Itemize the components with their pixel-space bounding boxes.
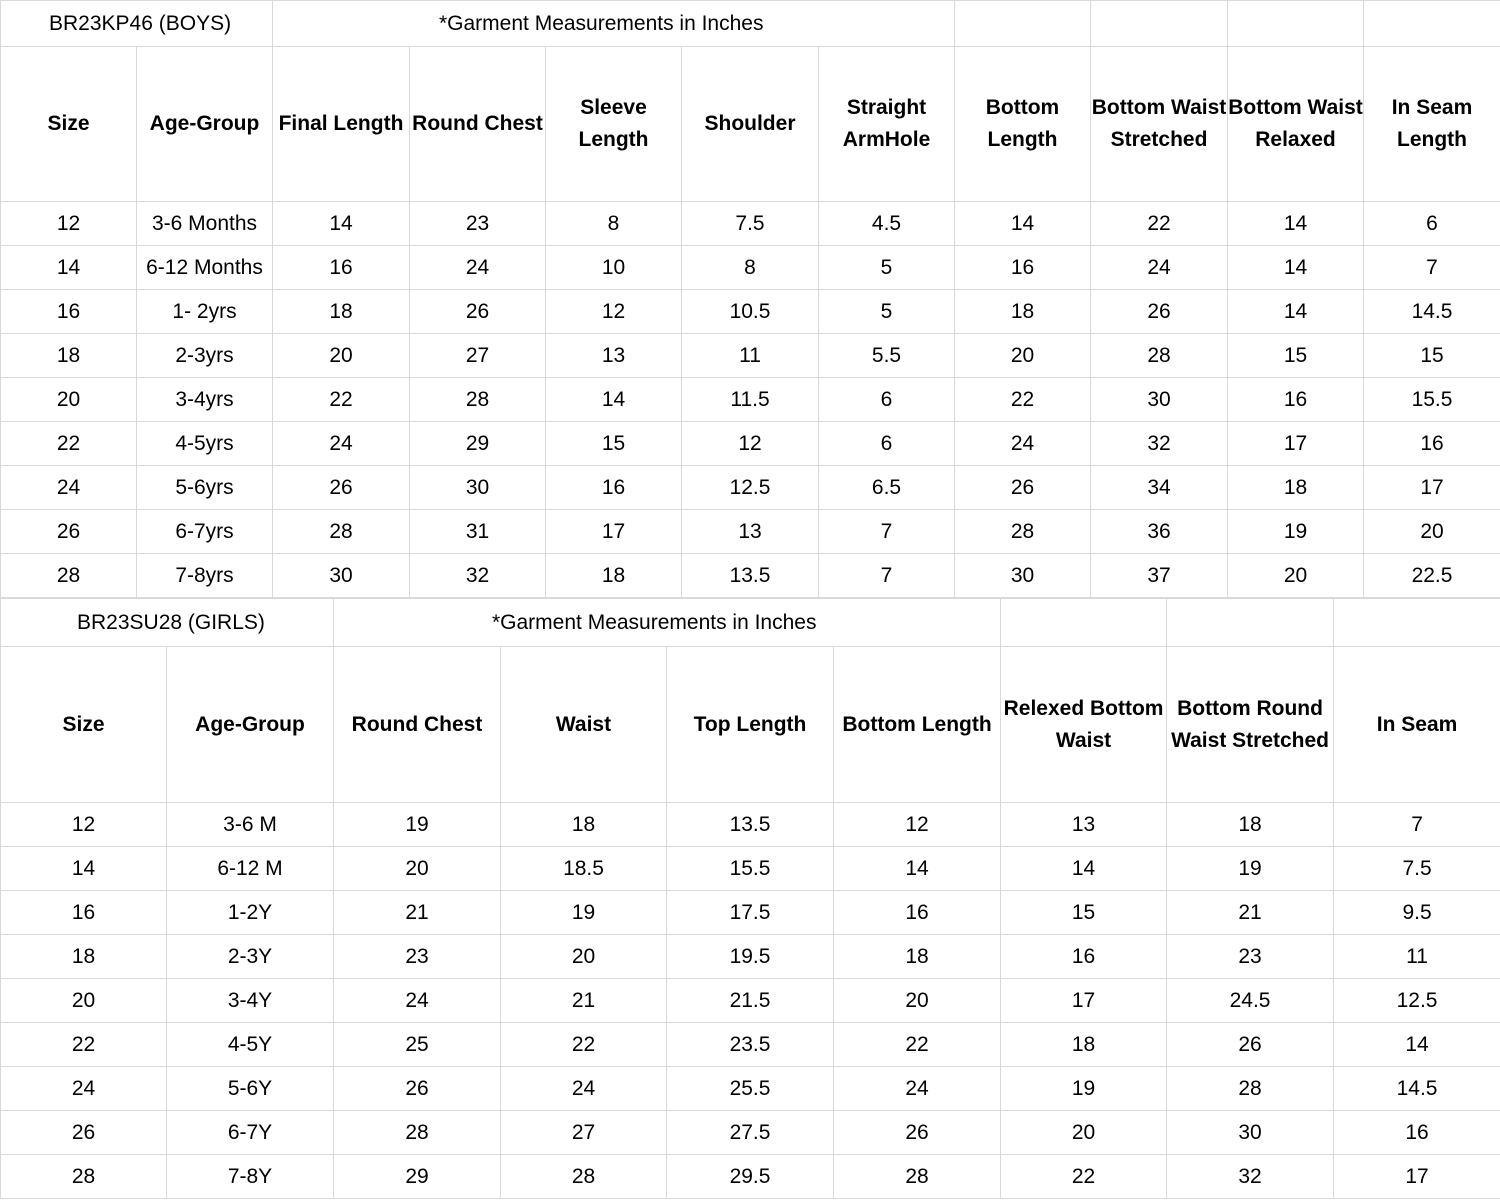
table-cell: 18 bbox=[834, 935, 1001, 979]
girls-style-code: BR23SU28 (GIRLS) bbox=[1, 599, 334, 647]
table-cell: 20 bbox=[501, 935, 667, 979]
table-cell: 6-7yrs bbox=[137, 510, 273, 554]
table-cell: 4-5yrs bbox=[137, 422, 273, 466]
column-header: Bottom Round Waist Stretched bbox=[1167, 647, 1334, 803]
table-cell: 19 bbox=[501, 891, 667, 935]
table-cell: 6-7Y bbox=[167, 1111, 334, 1155]
table-cell: 12.5 bbox=[1334, 979, 1500, 1023]
girls-size-chart-table bbox=[0, 598, 1500, 1199]
table-cell: 1- 2yrs bbox=[137, 290, 273, 334]
table-cell: 3-4Y bbox=[167, 979, 334, 1023]
table-cell: 31 bbox=[410, 510, 546, 554]
table-cell: 17 bbox=[1364, 466, 1500, 510]
table-cell: 7-8yrs bbox=[137, 554, 273, 598]
table-cell: 6.5 bbox=[819, 466, 955, 510]
table-cell: 12 bbox=[1, 202, 137, 246]
girls-table-body bbox=[1, 803, 1500, 1199]
table-cell: 18 bbox=[955, 290, 1091, 334]
table-cell: 23.5 bbox=[667, 1023, 834, 1067]
column-header: In Seam bbox=[1334, 647, 1500, 803]
table-cell: 13 bbox=[546, 334, 682, 378]
table-cell: 8 bbox=[546, 202, 682, 246]
table-cell: 28 bbox=[334, 1111, 501, 1155]
table-cell: 18.5 bbox=[501, 847, 667, 891]
table-cell: 16 bbox=[1, 891, 167, 935]
table-cell: 13 bbox=[682, 510, 819, 554]
table-cell: 1-2Y bbox=[167, 891, 334, 935]
table-cell: 11 bbox=[1334, 935, 1500, 979]
table-cell: 30 bbox=[410, 466, 546, 510]
table-cell: 30 bbox=[1167, 1111, 1334, 1155]
table-cell: 28 bbox=[955, 510, 1091, 554]
table-cell: 9.5 bbox=[1334, 891, 1500, 935]
table-cell: 28 bbox=[1, 1155, 167, 1199]
table-cell: 12 bbox=[682, 422, 819, 466]
table-cell: 14 bbox=[834, 847, 1001, 891]
table-cell: 16 bbox=[546, 466, 682, 510]
table-cell: 28 bbox=[1167, 1067, 1334, 1111]
table-row bbox=[1, 847, 1500, 891]
column-header: Bottom Waist Relaxed bbox=[1228, 47, 1364, 202]
table-row bbox=[1, 554, 1500, 598]
table-cell: 17 bbox=[1228, 422, 1364, 466]
table-cell: 7 bbox=[1334, 803, 1500, 847]
table-cell: 22 bbox=[834, 1023, 1001, 1067]
table-cell: 20 bbox=[834, 979, 1001, 1023]
table-row bbox=[1, 891, 1500, 935]
table-cell: 6 bbox=[819, 422, 955, 466]
table-cell: 17.5 bbox=[667, 891, 834, 935]
boys-table-body bbox=[1, 202, 1500, 598]
table-row bbox=[1, 466, 1500, 510]
table-cell: 15 bbox=[546, 422, 682, 466]
table-cell: 20 bbox=[1001, 1111, 1167, 1155]
table-cell: 30 bbox=[273, 554, 410, 598]
table-cell: 23 bbox=[1167, 935, 1334, 979]
table-cell: 22 bbox=[1, 1023, 167, 1067]
column-header: Bottom Waist Stretched bbox=[1091, 47, 1228, 202]
table-cell: 28 bbox=[1091, 334, 1228, 378]
table-cell: 6-12 M bbox=[167, 847, 334, 891]
table-cell: 16 bbox=[834, 891, 1001, 935]
table-cell: 28 bbox=[834, 1155, 1001, 1199]
table-cell: 18 bbox=[546, 554, 682, 598]
table-cell: 14 bbox=[1228, 202, 1364, 246]
table-cell: 12.5 bbox=[682, 466, 819, 510]
table-cell: 14 bbox=[1228, 290, 1364, 334]
table-cell: 26 bbox=[955, 466, 1091, 510]
table-row bbox=[1, 935, 1500, 979]
table-cell: 20 bbox=[273, 334, 410, 378]
table-row bbox=[1, 422, 1500, 466]
table-cell: 20 bbox=[1364, 510, 1500, 554]
table-cell: 18 bbox=[273, 290, 410, 334]
table-cell: 14.5 bbox=[1334, 1067, 1500, 1111]
table-cell: 25.5 bbox=[667, 1067, 834, 1111]
table-cell: 2-3Y bbox=[167, 935, 334, 979]
table-cell: 3-6 M bbox=[167, 803, 334, 847]
table-cell: 14 bbox=[1, 246, 137, 290]
table-cell: 30 bbox=[1091, 378, 1228, 422]
column-header: Straight ArmHole bbox=[819, 47, 955, 202]
table-cell: 28 bbox=[273, 510, 410, 554]
table-cell: 27.5 bbox=[667, 1111, 834, 1155]
empty-cell bbox=[1334, 599, 1500, 647]
table-cell: 21 bbox=[1167, 891, 1334, 935]
table-cell: 6 bbox=[1364, 202, 1500, 246]
column-header: Shoulder bbox=[682, 47, 819, 202]
table-cell: 26 bbox=[410, 290, 546, 334]
boys-measurement-note-text: *Garment Measurements in Inches bbox=[439, 11, 764, 35]
table-cell: 25 bbox=[334, 1023, 501, 1067]
table-cell: 14 bbox=[955, 202, 1091, 246]
table-cell: 26 bbox=[334, 1067, 501, 1111]
table-cell: 16 bbox=[273, 246, 410, 290]
table-cell: 22 bbox=[1091, 202, 1228, 246]
boys-measurement-note bbox=[273, 1, 955, 47]
table-cell: 26 bbox=[273, 466, 410, 510]
table-cell: 27 bbox=[410, 334, 546, 378]
boys-title-row bbox=[1, 1, 1500, 47]
table-cell: 13 bbox=[1001, 803, 1167, 847]
table-cell: 13.5 bbox=[667, 803, 834, 847]
table-cell: 26 bbox=[834, 1111, 1001, 1155]
table-cell: 30 bbox=[955, 554, 1091, 598]
table-cell: 15 bbox=[1364, 334, 1500, 378]
table-row bbox=[1, 202, 1500, 246]
table-cell: 18 bbox=[1167, 803, 1334, 847]
table-cell: 4.5 bbox=[819, 202, 955, 246]
table-cell: 5-6Y bbox=[167, 1067, 334, 1111]
table-cell: 21 bbox=[334, 891, 501, 935]
table-cell: 7 bbox=[1364, 246, 1500, 290]
table-cell: 24.5 bbox=[1167, 979, 1334, 1023]
table-cell: 22 bbox=[501, 1023, 667, 1067]
table-cell: 19 bbox=[1167, 847, 1334, 891]
table-cell: 28 bbox=[501, 1155, 667, 1199]
table-cell: 5 bbox=[819, 246, 955, 290]
column-header: In Seam Length bbox=[1364, 47, 1500, 202]
table-cell: 28 bbox=[410, 378, 546, 422]
table-cell: 36 bbox=[1091, 510, 1228, 554]
table-cell: 14 bbox=[1228, 246, 1364, 290]
column-header: Relexed Bottom Waist bbox=[1001, 647, 1167, 803]
table-cell: 3-4yrs bbox=[137, 378, 273, 422]
table-row bbox=[1, 378, 1500, 422]
table-cell: 7 bbox=[819, 554, 955, 598]
girls-measurement-note bbox=[334, 599, 1001, 647]
table-cell: 20 bbox=[1, 979, 167, 1023]
table-cell: 18 bbox=[1001, 1023, 1167, 1067]
column-header: Age-Group bbox=[137, 47, 273, 202]
table-cell: 23 bbox=[334, 935, 501, 979]
table-cell: 20 bbox=[1228, 554, 1364, 598]
table-cell: 29 bbox=[334, 1155, 501, 1199]
table-cell: 23 bbox=[410, 202, 546, 246]
empty-cell bbox=[1228, 1, 1364, 47]
table-cell: 16 bbox=[1, 290, 137, 334]
table-cell: 17 bbox=[1001, 979, 1167, 1023]
table-row bbox=[1, 510, 1500, 554]
table-cell: 6-12 Months bbox=[137, 246, 273, 290]
table-cell: 20 bbox=[955, 334, 1091, 378]
table-cell: 14 bbox=[546, 378, 682, 422]
table-cell: 7 bbox=[819, 510, 955, 554]
table-cell: 26 bbox=[1167, 1023, 1334, 1067]
table-cell: 22 bbox=[273, 378, 410, 422]
table-cell: 14 bbox=[1, 847, 167, 891]
table-cell: 3-6 Months bbox=[137, 202, 273, 246]
girls-measurement-note-text: *Garment Measurements in Inches bbox=[492, 610, 817, 634]
table-cell: 26 bbox=[1091, 290, 1228, 334]
column-header: Round Chest bbox=[334, 647, 501, 803]
column-header: Final Length bbox=[273, 47, 410, 202]
table-cell: 15.5 bbox=[1364, 378, 1500, 422]
table-cell: 24 bbox=[834, 1067, 1001, 1111]
column-header: Bottom Length bbox=[955, 47, 1091, 202]
table-cell: 17 bbox=[1334, 1155, 1500, 1199]
table-cell: 14.5 bbox=[1364, 290, 1500, 334]
table-cell: 34 bbox=[1091, 466, 1228, 510]
boys-size-chart-table bbox=[0, 0, 1500, 598]
table-cell: 24 bbox=[410, 246, 546, 290]
table-cell: 22 bbox=[955, 378, 1091, 422]
table-cell: 20 bbox=[1, 378, 137, 422]
table-cell: 5.5 bbox=[819, 334, 955, 378]
table-cell: 4-5Y bbox=[167, 1023, 334, 1067]
table-cell: 19 bbox=[1228, 510, 1364, 554]
table-cell: 16 bbox=[1364, 422, 1500, 466]
table-cell: 16 bbox=[955, 246, 1091, 290]
column-header: Waist bbox=[501, 647, 667, 803]
table-cell: 12 bbox=[546, 290, 682, 334]
boys-style-code: BR23KP46 (BOYS) bbox=[1, 1, 273, 47]
table-cell: 10 bbox=[546, 246, 682, 290]
table-cell: 24 bbox=[955, 422, 1091, 466]
table-cell: 13.5 bbox=[682, 554, 819, 598]
table-cell: 21 bbox=[501, 979, 667, 1023]
column-header: Bottom Length bbox=[834, 647, 1001, 803]
table-cell: 26 bbox=[1, 510, 137, 554]
table-cell: 18 bbox=[501, 803, 667, 847]
table-cell: 32 bbox=[1091, 422, 1228, 466]
table-row bbox=[1, 334, 1500, 378]
table-row bbox=[1, 803, 1500, 847]
table-cell: 26 bbox=[1, 1111, 167, 1155]
table-cell: 29 bbox=[410, 422, 546, 466]
table-cell: 11 bbox=[682, 334, 819, 378]
boys-header-row bbox=[1, 47, 1500, 202]
table-row bbox=[1, 246, 1500, 290]
table-cell: 19 bbox=[1001, 1067, 1167, 1111]
table-cell: 32 bbox=[1167, 1155, 1334, 1199]
table-cell: 24 bbox=[1, 1067, 167, 1111]
table-row bbox=[1, 290, 1500, 334]
table-cell: 12 bbox=[834, 803, 1001, 847]
table-cell: 32 bbox=[410, 554, 546, 598]
table-cell: 29.5 bbox=[667, 1155, 834, 1199]
table-cell: 15 bbox=[1001, 891, 1167, 935]
table-cell: 8 bbox=[682, 246, 819, 290]
table-cell: 18 bbox=[1, 334, 137, 378]
table-row bbox=[1, 1067, 1500, 1111]
table-cell: 6 bbox=[819, 378, 955, 422]
column-header: Round Chest bbox=[410, 47, 546, 202]
table-cell: 22 bbox=[1001, 1155, 1167, 1199]
column-header: Size bbox=[1, 647, 167, 803]
table-cell: 22.5 bbox=[1364, 554, 1500, 598]
table-row bbox=[1, 1023, 1500, 1067]
empty-cell bbox=[1167, 599, 1334, 647]
table-cell: 5-6yrs bbox=[137, 466, 273, 510]
empty-cell bbox=[1364, 1, 1500, 47]
table-cell: 22 bbox=[1, 422, 137, 466]
girls-title-row bbox=[1, 599, 1500, 647]
empty-cell bbox=[955, 1, 1091, 47]
table-cell: 7-8Y bbox=[167, 1155, 334, 1199]
table-cell: 14 bbox=[1001, 847, 1167, 891]
table-cell: 17 bbox=[546, 510, 682, 554]
table-cell: 37 bbox=[1091, 554, 1228, 598]
table-cell: 11.5 bbox=[682, 378, 819, 422]
column-header: Sleeve Length bbox=[546, 47, 682, 202]
empty-cell bbox=[1091, 1, 1228, 47]
table-cell: 24 bbox=[1091, 246, 1228, 290]
table-row bbox=[1, 1155, 1500, 1199]
table-cell: 7.5 bbox=[1334, 847, 1500, 891]
column-header: Top Length bbox=[667, 647, 834, 803]
column-header: Size bbox=[1, 47, 137, 202]
table-row bbox=[1, 979, 1500, 1023]
table-cell: 15.5 bbox=[667, 847, 834, 891]
table-cell: 28 bbox=[1, 554, 137, 598]
table-cell: 18 bbox=[1, 935, 167, 979]
table-cell: 5 bbox=[819, 290, 955, 334]
table-cell: 24 bbox=[273, 422, 410, 466]
empty-cell bbox=[1001, 599, 1167, 647]
table-cell: 16 bbox=[1001, 935, 1167, 979]
table-cell: 16 bbox=[1334, 1111, 1500, 1155]
table-cell: 21.5 bbox=[667, 979, 834, 1023]
girls-header-row bbox=[1, 647, 1500, 803]
table-cell: 27 bbox=[501, 1111, 667, 1155]
table-cell: 24 bbox=[1, 466, 137, 510]
table-cell: 18 bbox=[1228, 466, 1364, 510]
table-row bbox=[1, 1111, 1500, 1155]
table-cell: 16 bbox=[1228, 378, 1364, 422]
table-cell: 20 bbox=[334, 847, 501, 891]
table-cell: 24 bbox=[334, 979, 501, 1023]
table-cell: 12 bbox=[1, 803, 167, 847]
table-cell: 14 bbox=[1334, 1023, 1500, 1067]
table-cell: 2-3yrs bbox=[137, 334, 273, 378]
table-cell: 7.5 bbox=[682, 202, 819, 246]
table-cell: 19.5 bbox=[667, 935, 834, 979]
table-cell: 15 bbox=[1228, 334, 1364, 378]
table-cell: 10.5 bbox=[682, 290, 819, 334]
table-cell: 24 bbox=[501, 1067, 667, 1111]
table-cell: 14 bbox=[273, 202, 410, 246]
column-header: Age-Group bbox=[167, 647, 334, 803]
table-cell: 19 bbox=[334, 803, 501, 847]
